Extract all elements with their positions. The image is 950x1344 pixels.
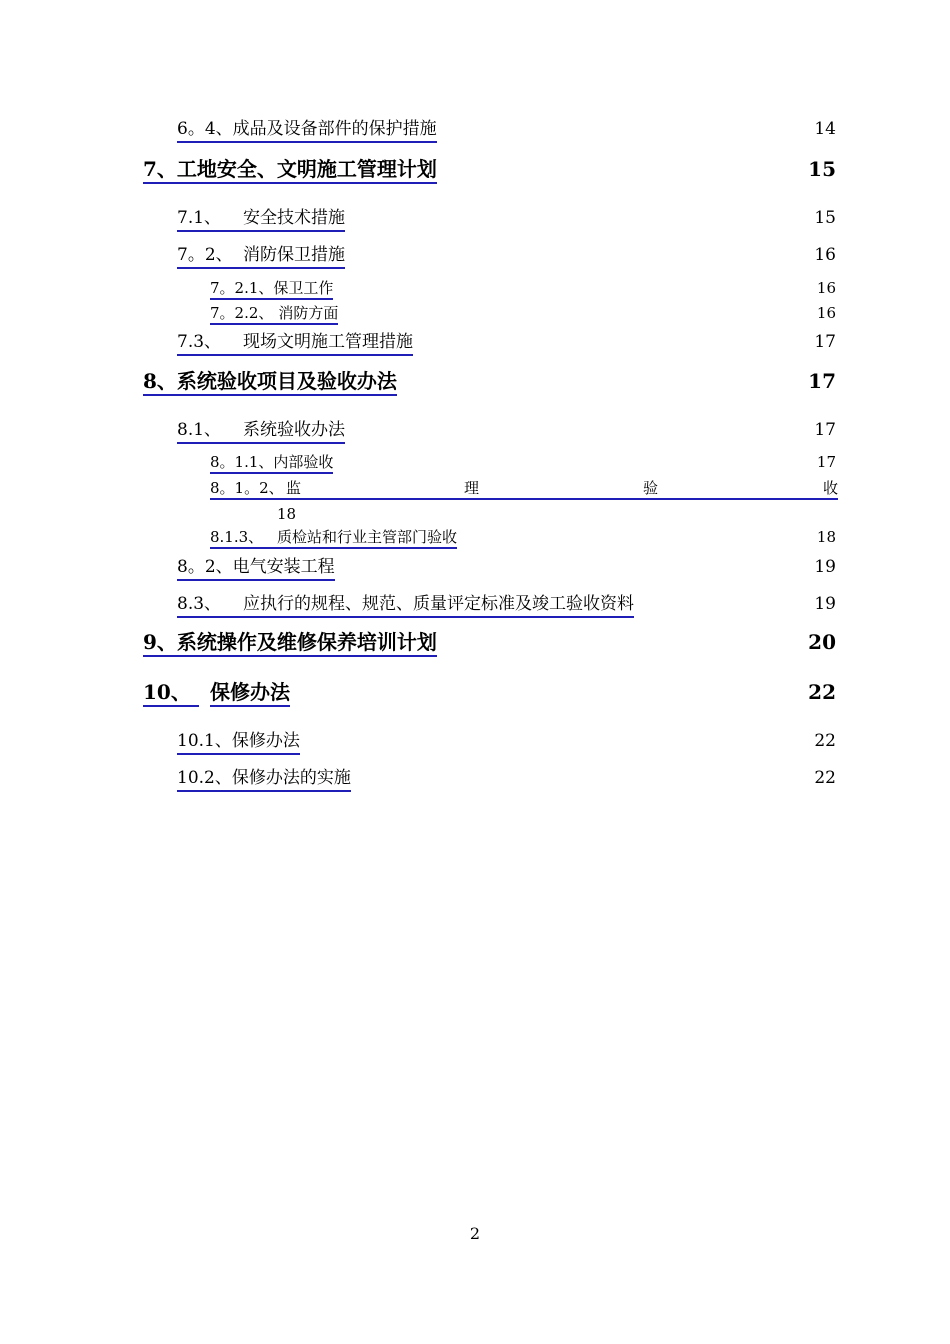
toc-page-number: 22 [814, 731, 836, 752]
toc-entry-7-3[interactable] [0, 332, 950, 356]
toc-page-number: 17 [814, 420, 836, 441]
toc-title-char: 收 [822, 478, 838, 497]
toc-entry-8-1-2[interactable] [0, 478, 950, 500]
toc-page-number: 15 [814, 208, 836, 229]
toc-page-number: 22 [814, 768, 836, 789]
toc-link[interactable]: 10.1、保修办法 [177, 732, 300, 755]
toc-link[interactable]: 8、系统验收项目及验收办法 [143, 370, 397, 396]
toc-page-number: 18 [277, 505, 297, 523]
toc-page-number: 16 [816, 278, 836, 297]
toc-page-number: 16 [814, 245, 836, 266]
toc-link[interactable]: 8.1.3、 质检站和行业主管部门验收 [210, 529, 457, 549]
toc-number: 8。1。2、 [210, 478, 284, 497]
toc-page-number: 19 [814, 594, 836, 615]
toc-title-char: 验 [643, 478, 659, 497]
toc-entry-7[interactable] [0, 157, 950, 184]
toc-page-number: 14 [814, 119, 836, 140]
toc-link[interactable]: 10.2、保修办法的实施 [177, 769, 351, 792]
toc-title-char: 监 [286, 478, 302, 497]
toc-link[interactable]: 8.1、 系统验收办法 [177, 421, 345, 444]
toc-page-number: 19 [814, 557, 836, 578]
toc-link[interactable]: 7.1、 安全技术措施 [177, 209, 345, 232]
toc-link[interactable] [210, 478, 838, 500]
page-footer-number: 2 [469, 1224, 481, 1243]
toc-link[interactable]: 保修办法 [210, 681, 290, 707]
toc-page-number: 18 [816, 527, 836, 546]
toc-link[interactable]: 7、工地安全、文明施工管理计划 [143, 158, 437, 184]
toc-entry-7-2-2[interactable] [0, 304, 950, 325]
toc-page-number: 17 [808, 369, 836, 393]
toc-page-number: 17 [814, 332, 836, 353]
toc-entry-10[interactable] [0, 680, 950, 707]
toc-page-number: 22 [808, 680, 836, 704]
toc-page-number: 15 [808, 157, 836, 181]
toc-entry-8-1-3[interactable] [0, 528, 950, 549]
toc-page-number: 17 [816, 452, 836, 471]
toc-link[interactable]: 6。4、成品及设备部件的保护措施 [177, 120, 437, 143]
toc-entry-7-2[interactable] [0, 245, 950, 269]
toc-entry-10-2[interactable] [0, 768, 950, 792]
toc-link[interactable]: 10、 [143, 681, 199, 707]
toc-link[interactable]: 8。1.1、内部验收 [210, 454, 333, 474]
toc-entry-8-3[interactable] [0, 594, 950, 618]
toc-link[interactable]: 7。2.1、保卫工作 [210, 280, 333, 300]
toc-entry-9[interactable] [0, 630, 950, 657]
toc-entry-8-2[interactable] [0, 557, 950, 581]
toc-entry-8-1-1[interactable] [0, 453, 950, 474]
toc-link[interactable]: 7。2、 消防保卫措施 [177, 246, 345, 269]
toc-entry-8-1[interactable] [0, 420, 950, 444]
toc-link[interactable]: 7.3、 现场文明施工管理措施 [177, 333, 413, 356]
toc-title-char: 理 [464, 478, 480, 497]
toc-link[interactable]: 9、系统操作及维修保养培训计划 [143, 631, 437, 657]
toc-entry-7-1[interactable] [0, 208, 950, 232]
toc-entry-7-2-1[interactable] [0, 279, 950, 300]
toc-entry-10-1[interactable] [0, 731, 950, 755]
toc-entry-8[interactable] [0, 369, 950, 396]
toc-page-number: 20 [808, 630, 836, 654]
toc-link[interactable]: 8。2、电气安装工程 [177, 558, 335, 581]
toc-link[interactable]: 8.3、 应执行的规程、规范、质量评定标准及竣工验收资料 [177, 595, 634, 618]
toc-page-number: 16 [816, 303, 836, 322]
toc-entry-6-4[interactable] [0, 119, 950, 143]
toc-link[interactable]: 7。2.2、 消防方面 [210, 305, 338, 325]
